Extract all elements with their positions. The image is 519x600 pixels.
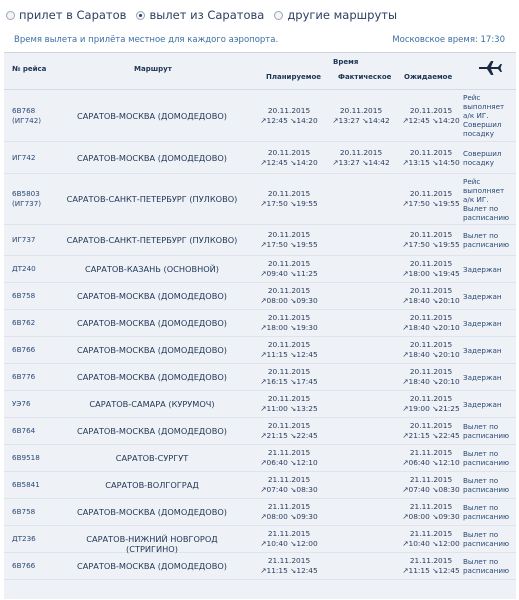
moscow-time: Московское время: 17:30 [392, 35, 505, 45]
expected-time [396, 259, 466, 279]
radio-departure-dot[interactable] [136, 11, 145, 20]
planned-time-date: 21.11.2015 [267, 529, 311, 538]
table-row[interactable] [4, 418, 516, 445]
flight-number[interactable]: 6В762 [12, 318, 36, 327]
route-name: САРАТОВ-МОСКВА (ДОМОДЕДОВО) [77, 318, 227, 328]
planned-time [254, 394, 324, 414]
route-name: САРАТОВ-ВОЛГОГРАД [105, 480, 199, 490]
table-row[interactable] [4, 364, 516, 391]
expected-time-date: 20.11.2015 [409, 421, 453, 430]
table-row[interactable] [4, 472, 516, 499]
flight-number[interactable]: 6В758 [12, 291, 36, 300]
planned-time [254, 421, 324, 441]
expected-time-date: 20.11.2015 [409, 313, 453, 322]
table-row[interactable] [4, 445, 516, 472]
expected-time [396, 230, 466, 250]
table-row[interactable] [4, 310, 516, 337]
table-body [4, 90, 516, 580]
flight-number[interactable]: 6В764 [12, 426, 36, 435]
planned-time [254, 230, 324, 250]
planned-time [254, 448, 324, 468]
flight-number[interactable]: 6В758 [12, 507, 36, 516]
expected-time-times: ↗06:40 ↘12:10 [402, 458, 460, 467]
planned-time-date: 20.11.2015 [267, 367, 311, 376]
expected-time-date: 20.11.2015 [409, 367, 453, 376]
radio-other-label[interactable]: другие маршруты [287, 8, 398, 22]
route-name: САРАТОВ-САНКТ-ПЕТЕРБУРГ (ПУЛКОВО) [66, 194, 238, 204]
radio-arrival-label[interactable]: прилет в Саратов [19, 8, 127, 22]
expected-time [396, 106, 466, 126]
actual-time [326, 148, 396, 168]
expected-time-date: 20.11.2015 [409, 394, 453, 403]
planned-time-times: ↗21:15 ↘22:45 [260, 431, 318, 440]
flight-number[interactable]: ДТ236 [12, 534, 36, 543]
planned-time-times: ↗12:45 ↘14:20 [260, 115, 318, 125]
expected-time-times: ↗08:00 ↘09:30 [402, 512, 460, 521]
flight-status: Задержан [463, 318, 502, 328]
expected-time-date: 20.11.2015 [409, 230, 453, 239]
planned-time-times: ↗07:40 ↘08:30 [260, 485, 318, 494]
route-name: САРАТОВ-МОСКВА (ДОМОДЕДОВО) [77, 110, 227, 121]
radio-departure-label[interactable]: вылет из Саратова [149, 8, 265, 22]
actual-time-date: 20.11.2015 [339, 147, 383, 157]
planned-time-times: ↗08:00 ↘09:30 [260, 296, 318, 305]
flight-status: Вылет по расписанию [463, 422, 510, 440]
expected-time [396, 313, 466, 333]
expected-time [396, 421, 466, 441]
header-time: Время [333, 58, 359, 66]
expected-time-times: ↗17:50 ↘19:55 [402, 240, 460, 249]
route-name: САРАТОВ-МОСКВА (ДОМОДЕДОВО) [77, 426, 227, 436]
planned-time-date: 21.11.2015 [267, 475, 311, 484]
table-row[interactable] [4, 225, 516, 256]
expected-time [396, 529, 466, 549]
flight-status: Вылет по расписанию [463, 231, 510, 249]
expected-time-date: 20.11.2015 [409, 286, 453, 295]
planned-time [254, 148, 324, 168]
route-name: САРАТОВ-МОСКВА (ДОМОДЕДОВО) [77, 345, 227, 355]
table-row[interactable] [4, 391, 516, 418]
planned-time-times: ↗11:00 ↘13:25 [260, 404, 318, 413]
table-row[interactable] [4, 256, 516, 283]
expected-time-times: ↗18:40 ↘20:10 [402, 323, 460, 332]
flight-status: Вылет по расписанию [463, 476, 510, 494]
expected-time [396, 448, 466, 468]
flight-number[interactable]: 6В776 [12, 372, 36, 381]
planned-time-date: 20.11.2015 [267, 394, 311, 403]
planned-time-date: 20.11.2015 [267, 147, 311, 157]
flight-number[interactable]: 6В9518 [12, 453, 40, 462]
expected-time [396, 148, 466, 168]
planned-time-date: 20.11.2015 [267, 189, 311, 198]
expected-time [396, 556, 466, 576]
flight-status: Задержан [463, 399, 502, 409]
expected-time-times: ↗17:50 ↘19:55 [402, 199, 460, 208]
expected-time-times: ↗10:40 ↘12:00 [402, 539, 460, 548]
planned-time [254, 529, 324, 549]
flight-number[interactable]: 6В5803 (ИГ737) [12, 189, 42, 208]
expected-time-date: 20.11.2015 [409, 189, 453, 198]
planned-time-date: 20.11.2015 [267, 259, 311, 268]
local-time-note: Время вылета и прилёта местное для каждого аэропорта. [14, 35, 279, 45]
actual-time-times: ↗13:27 ↘14:42 [332, 115, 390, 125]
flight-status: Задержан [463, 345, 502, 355]
table-row[interactable] [4, 337, 516, 364]
radio-other-routes[interactable] [274, 8, 397, 22]
route-name: САРАТОВ-САНКТ-ПЕТЕРБУРГ (ПУЛКОВО) [66, 235, 238, 245]
route-name: САРАТОВ-НИЖНИЙ НОВГОРОД (СТРИГИНО) [86, 534, 218, 554]
planned-time-date: 21.11.2015 [267, 448, 311, 457]
expected-time [396, 189, 466, 209]
expected-time-times: ↗11:15 ↘12:45 [402, 566, 460, 575]
expected-time-times: ↗19:00 ↘21:25 [402, 404, 460, 413]
direction-selector [0, 0, 519, 30]
planned-time [254, 189, 324, 209]
flight-status: Вылет по расписанию [463, 557, 510, 575]
radio-arrival[interactable] [6, 8, 126, 22]
planned-time [254, 340, 324, 360]
route-name: САРАТОВ-САМАРА (КУРУМОЧ) [89, 399, 215, 409]
planned-time-times: ↗17:50 ↘19:55 [260, 240, 318, 249]
expected-time-times: ↗13:15 ↘14:50 [402, 157, 460, 167]
flight-status: Вылет по расписанию [463, 530, 510, 548]
planned-time-times: ↗09:40 ↘11:25 [260, 269, 318, 278]
flight-status: Вылет по расписанию [463, 503, 510, 521]
expected-time-times: ↗18:00 ↘19:45 [402, 269, 460, 278]
flight-number[interactable]: 6В766 [12, 345, 36, 354]
expected-time-date: 21.11.2015 [409, 529, 453, 538]
expected-time-times: ↗12:45 ↘14:20 [402, 115, 460, 125]
planned-time-date: 20.11.2015 [267, 105, 311, 115]
flight-number[interactable]: 6В5841 [12, 480, 40, 489]
route-name: САРАТОВ-МОСКВА (ДОМОДЕДОВО) [77, 291, 227, 301]
planned-time-date: 20.11.2015 [267, 286, 311, 295]
planned-time-times: ↗17:50 ↘19:55 [260, 199, 318, 208]
planned-time-times: ↗18:00 ↘19:30 [260, 323, 318, 332]
expected-time [396, 475, 466, 495]
planned-time-times: ↗16:15 ↘17:45 [260, 377, 318, 386]
route-name: САРАТОВ-МОСКВА (ДОМОДЕДОВО) [77, 507, 227, 517]
flight-status: Задержан [463, 291, 502, 301]
actual-time [326, 106, 396, 126]
expected-time [396, 502, 466, 522]
expected-time-date: 21.11.2015 [409, 475, 453, 484]
planned-time [254, 556, 324, 576]
table-row[interactable] [4, 499, 516, 526]
header-actual: Фактическое [338, 73, 392, 81]
radio-departure[interactable] [136, 8, 264, 22]
info-bar [0, 30, 519, 50]
planned-time [254, 502, 324, 522]
expected-time-times: ↗21:15 ↘22:45 [402, 431, 460, 440]
radio-arrival-dot[interactable] [6, 11, 15, 20]
route-name: САРАТОВ-МОСКВА (ДОМОДЕДОВО) [77, 152, 227, 163]
header-route: Маршрут [134, 65, 172, 73]
expected-time-date: 20.11.2015 [409, 340, 453, 349]
actual-time-times: ↗13:27 ↘14:42 [332, 157, 390, 167]
planned-time-times: ↗10:40 ↘12:00 [260, 539, 318, 548]
header-planned: Планируемое [266, 73, 322, 81]
table-row[interactable] [4, 142, 516, 174]
planned-time-times: ↗11:15 ↘12:45 [260, 350, 318, 359]
planned-time [254, 106, 324, 126]
expected-time-times: ↗18:40 ↘20:10 [402, 296, 460, 305]
table-row[interactable] [4, 174, 516, 225]
planned-time-date: 20.11.2015 [267, 230, 311, 239]
table-row[interactable] [4, 553, 516, 580]
expected-time-times: ↗18:40 ↘20:10 [402, 350, 460, 359]
header-flight-number: № рейса [12, 65, 47, 73]
flight-number[interactable]: 6В766 [12, 561, 36, 570]
route-name: САРАТОВ-МОСКВА (ДОМОДЕДОВО) [77, 372, 227, 382]
expected-time-times: ↗18:40 ↘20:10 [402, 377, 460, 386]
radio-other-dot[interactable] [274, 11, 283, 20]
route-name: САРАТОВ-КАЗАНЬ (ОСНОВНОЙ) [84, 264, 219, 274]
expected-time [396, 286, 466, 306]
expected-time [396, 340, 466, 360]
planned-time [254, 367, 324, 387]
flight-number[interactable]: 6В768 (ИГ742) [12, 105, 42, 125]
planned-time [254, 313, 324, 333]
planned-time-date: 20.11.2015 [267, 421, 311, 430]
flight-status: Совершил посадку [463, 148, 502, 167]
expected-time-date: 20.11.2015 [409, 259, 453, 268]
flights-table [4, 52, 516, 599]
route-name: САРАТОВ-СУРГУТ [115, 453, 189, 463]
table-row[interactable] [4, 526, 516, 553]
planned-time [254, 286, 324, 306]
flight-status: Вылет по расписанию [463, 449, 510, 467]
table-row[interactable] [4, 283, 516, 310]
planned-time [254, 259, 324, 279]
planned-time [254, 475, 324, 495]
planned-time-date: 21.11.2015 [267, 502, 311, 511]
expected-time-date: 21.11.2015 [409, 502, 453, 511]
planned-time-times: ↗12:45 ↘14:20 [260, 157, 318, 167]
header-expected: Ожидаемое [404, 73, 453, 81]
planned-time-times: ↗06:40 ↘12:10 [260, 458, 318, 467]
expected-time [396, 394, 466, 414]
flight-number[interactable]: ИГ737 [12, 235, 36, 244]
expected-time-date: 20.11.2015 [409, 105, 453, 115]
planned-time-date: 20.11.2015 [267, 313, 311, 322]
table-header [4, 53, 516, 90]
flight-status: Задержан [463, 264, 502, 274]
flight-number[interactable]: ДТ240 [12, 264, 36, 273]
flight-status: Рейс выполняет а/к ИГ. Вылет по расписанию [463, 176, 510, 222]
plane-icon [478, 60, 502, 76]
expected-time-times: ↗07:40 ↘08:30 [402, 485, 460, 494]
flight-status: Задержан [463, 372, 502, 382]
planned-time-date: 21.11.2015 [267, 556, 311, 565]
expected-time-date: 20.11.2015 [409, 147, 453, 157]
planned-time-date: 20.11.2015 [267, 340, 311, 349]
actual-time-date: 20.11.2015 [339, 105, 383, 115]
table-row[interactable] [4, 90, 516, 142]
route-name: САРАТОВ-МОСКВА (ДОМОДЕДОВО) [77, 561, 227, 571]
planned-time-times: ↗11:15 ↘12:45 [260, 566, 318, 575]
expected-time-date: 21.11.2015 [409, 448, 453, 457]
flight-status: Рейс выполняет а/к ИГ. Совершил посадку [463, 93, 505, 138]
planned-time-times: ↗08:00 ↘09:30 [260, 512, 318, 521]
flight-number[interactable]: ИГ742 [12, 152, 36, 162]
flight-number[interactable]: УЭ76 [12, 399, 31, 408]
expected-time [396, 367, 466, 387]
expected-time-date: 21.11.2015 [409, 556, 453, 565]
